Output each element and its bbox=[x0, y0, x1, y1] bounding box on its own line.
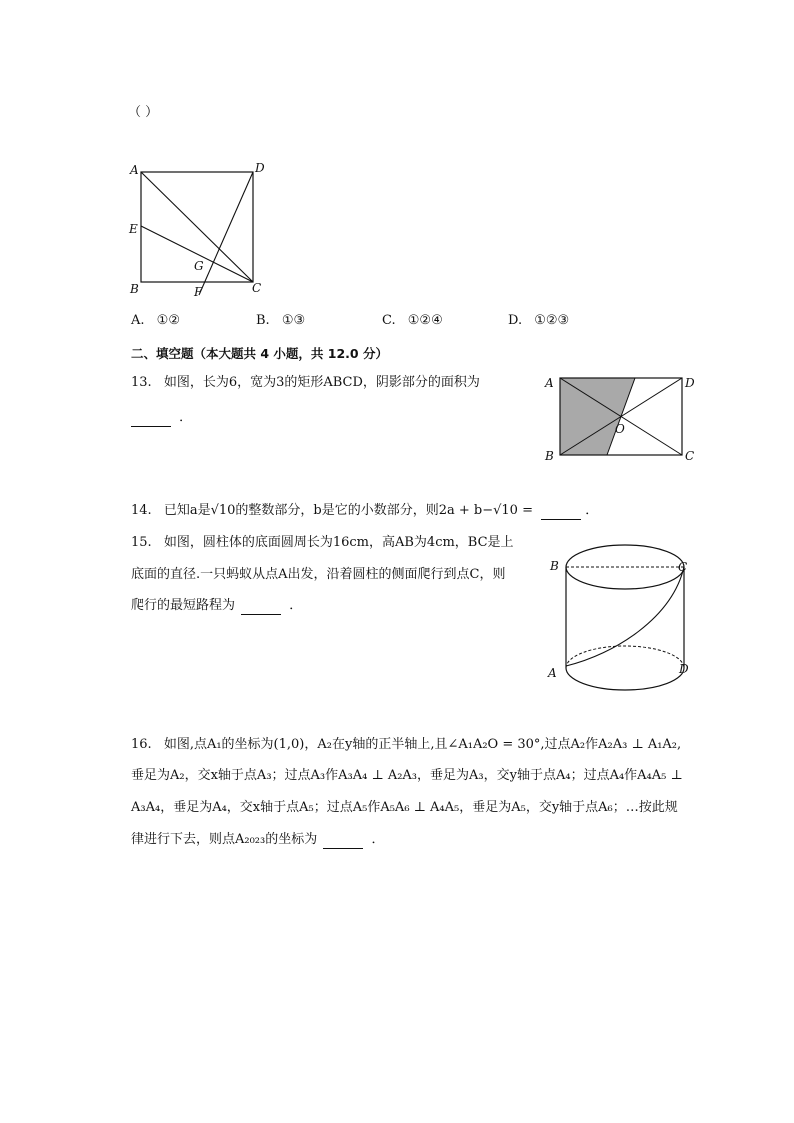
square-figure bbox=[125, 158, 275, 300]
q14-number: 14. bbox=[131, 503, 152, 518]
rectangle-figure bbox=[540, 372, 700, 464]
label-g: G bbox=[194, 259, 204, 273]
q15-answer-blank[interactable] bbox=[241, 598, 281, 615]
choice-d-letter: D. bbox=[508, 313, 523, 328]
label-d: D bbox=[679, 662, 689, 676]
cylinder-figure bbox=[540, 540, 700, 700]
choice-d[interactable] bbox=[508, 313, 569, 328]
label-a: A bbox=[130, 163, 139, 177]
choice-c[interactable] bbox=[382, 313, 443, 328]
q14-end: ． bbox=[585, 503, 599, 518]
label-b: B bbox=[550, 559, 559, 573]
q16-answer-blank[interactable] bbox=[323, 832, 363, 849]
choice-b-letter: B. bbox=[256, 313, 270, 328]
segment-df bbox=[199, 172, 253, 295]
bottom-back-arc bbox=[566, 646, 684, 668]
label-b: B bbox=[545, 449, 554, 463]
q16-line3: A₃A₄，垂足为A₄，交x轴于点A₅；过点A₅作A₅A₆ ⊥ A₄A₅，垂足为A₅，交y轴于点A₆；…按此规 bbox=[131, 800, 678, 815]
q16-line1 bbox=[131, 737, 681, 753]
label-e: E bbox=[129, 222, 138, 236]
choice-c-text: ①②④ bbox=[407, 313, 443, 328]
q15-number: 15. bbox=[131, 535, 152, 550]
q14-text: 已知a是√10的整数部分，b是它的小数部分，则2a + b−√10 = bbox=[163, 503, 533, 518]
label-f: F bbox=[194, 285, 203, 299]
q13-text: 如图，长为6，宽为3的矩形ABCD，阴影部分的面积为 bbox=[163, 375, 480, 390]
choice-b[interactable] bbox=[256, 313, 305, 328]
label-a: A bbox=[545, 376, 554, 390]
q13-line1 bbox=[131, 375, 480, 391]
shortest-path bbox=[566, 567, 684, 666]
q15-end: ． bbox=[289, 598, 303, 613]
q15-text-3: 爬行的最短路程为 bbox=[131, 598, 236, 613]
choice-a-text: ①② bbox=[156, 313, 180, 328]
q13-line2 bbox=[131, 410, 192, 427]
segment-ec bbox=[141, 226, 253, 282]
q15-text-1: 如图，圆柱体的底面圆周长为16cm，高AB为4cm，BC是上 bbox=[163, 535, 514, 550]
q16-text-1: 如图,点A₁的坐标为(1,0)，A₂在y轴的正半轴上,且∠A₁A₂O = 30°,过点A₂作A₂A₃ ⊥ A₁A₂, bbox=[163, 737, 682, 752]
choice-a[interactable] bbox=[131, 313, 180, 328]
choice-b-text: ①③ bbox=[281, 313, 306, 328]
choice-d-text: ①②③ bbox=[534, 313, 570, 328]
q15-line1 bbox=[131, 535, 514, 551]
q16-end: ． bbox=[371, 832, 385, 847]
choice-c-letter: C. bbox=[382, 313, 396, 328]
label-o: O bbox=[615, 422, 625, 436]
q13-end: ． bbox=[179, 410, 193, 425]
section-title: 二、填空题（本大题共 4 小题，共 12.0 分） bbox=[131, 346, 388, 361]
q13-number: 13. bbox=[131, 375, 152, 390]
q16-text-4: 律进行下去，则点A₂₀₂₃的坐标为 bbox=[131, 832, 318, 847]
q16-line4 bbox=[131, 832, 385, 849]
label-a: A bbox=[548, 666, 557, 680]
label-b: B bbox=[130, 282, 139, 296]
label-d: D bbox=[685, 376, 695, 390]
q14-answer-blank[interactable] bbox=[541, 503, 581, 520]
q15-line3 bbox=[131, 598, 302, 615]
label-c: C bbox=[678, 560, 688, 574]
q13-answer-blank[interactable] bbox=[131, 410, 171, 427]
choice-a-letter: A. bbox=[131, 313, 145, 328]
q15-line2: 底面的直径.一只蚂蚁从点A出发，沿着圆柱的侧面爬行到点C，则 bbox=[131, 567, 506, 582]
label-c: C bbox=[685, 449, 695, 463]
q16-number: 16. bbox=[131, 737, 152, 752]
bottom-front-arc bbox=[566, 668, 684, 690]
label-c: C bbox=[252, 281, 262, 295]
label-d: D bbox=[255, 161, 265, 175]
answer-bracket: （ ） bbox=[128, 105, 159, 120]
q16-line2: 垂足为A₂，交x轴于点A₃；过点A₃作A₃A₄ ⊥ A₂A₃，垂足为A₃，交y轴于点A₄；过点A₄作A₄A₅ ⊥ bbox=[131, 768, 683, 783]
shaded-region bbox=[560, 378, 635, 455]
q14-line bbox=[131, 503, 598, 520]
